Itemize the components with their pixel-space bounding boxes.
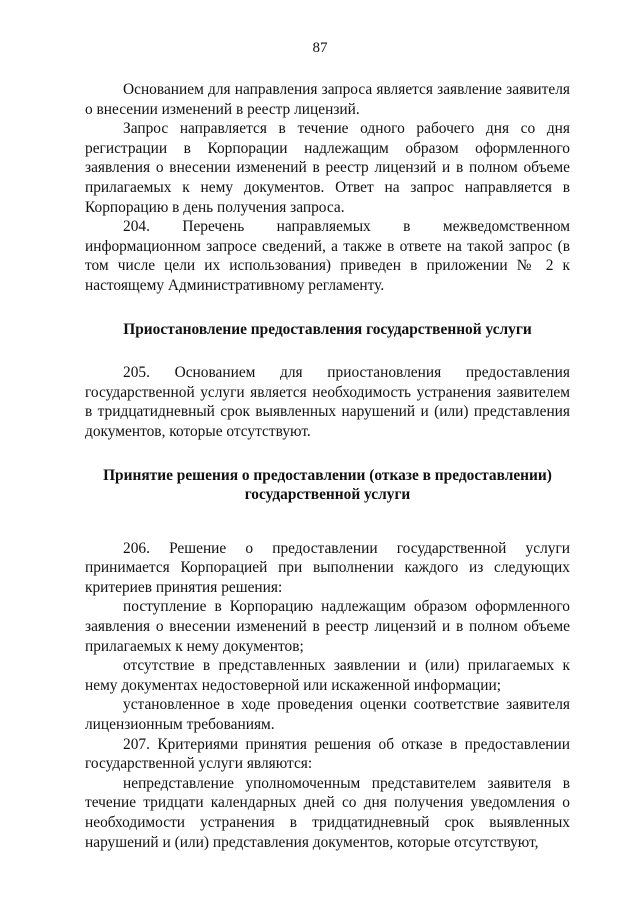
paragraph-207: 207. Критериями принятия решения об отказе в предоставлении государственной услуги являются:: [85, 735, 570, 773]
paragraph: Основанием для направления запроса является заявление заявителя о внесении изменений в реестр лицензий.: [85, 81, 570, 118]
paragraph-204: 204. Перечень направляемых в межведомственном информационном запросе сведений, а также в ответе на такой запрос (в том числе цели их использования) приведен в приложении № 2 к настоящему Административному регламенту.: [85, 218, 570, 294]
paragraph-205: 205. Основанием для приостановления предоставления государственной услуги является необходимость устранения заявителем в тридцатидневный срок выявленных нарушений и (или) представления документов, которые отсутствуют.: [85, 364, 570, 440]
paragraph-206: 206. Решение о предоставлении государственной услуги принимается Корпорацией при выполнении каждого из следующих критериев принятия решения:: [85, 539, 570, 596]
criterion-item: поступление в Корпорацию надлежащим образом оформленного заявления о внесении изменений в реестр лицензий и в полном объеме прилагаемых к нему документов;: [85, 598, 570, 655]
section-heading-suspension: Приостановление предоставления государственной услуги: [123, 320, 532, 338]
refusal-criterion-item: непредставление уполномоченным представителем заявителя в течение тридцати календарных дней со дня получения уведомления о необходимости устранения в тридцатидневный срок выявленных нарушений и (или) представления документов, которые отсутствуют,: [85, 774, 570, 851]
section-heading-decision: Принятие решения о предоставлении (отказе в предоставлении) государственной услуги: [103, 466, 552, 504]
document-body: [85, 80, 570, 852]
criterion-item: установленное в ходе проведения оценки соответствие заявителя лицензионным требованиям.: [85, 696, 570, 734]
paragraph: Запрос направляется в течение одного рабочего дня со дня регистрации в Корпорации надлежащим образом оформленного заявления о внесении изменений в реестр лицензий и в полном объеме прилагаемых к нему документов. Ответ на запрос направляется в Корпорацию в день получения запроса.: [85, 120, 570, 216]
criterion-item: отсутствие в представленных заявлении и (или) прилагаемых к нему документах недостоверной или искаженной информации;: [85, 657, 570, 694]
page-number: 87: [312, 40, 328, 56]
